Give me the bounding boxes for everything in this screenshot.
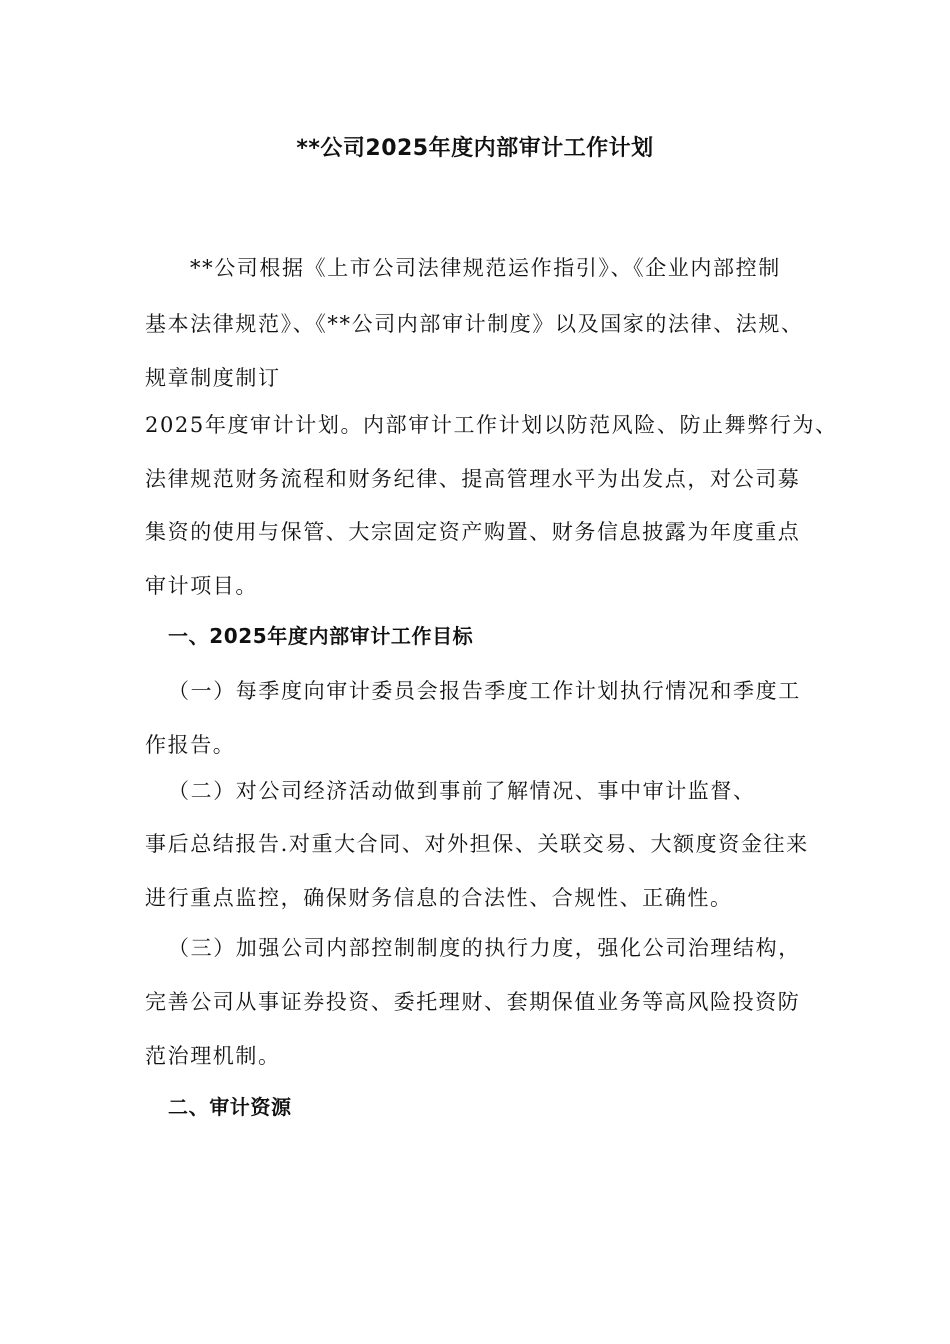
section-1-item-3-line-3: 范治理机制。 — [145, 1044, 281, 1068]
intro-line-3: 规章制度制订 — [145, 366, 281, 390]
section-1-item-3-line-2: 完善公司从事证券投资、委托理财、套期保值业务等高风险投资防 — [145, 990, 801, 1014]
intro-line-2: 基本法律规范》、《**公司内部审计制度》以及国家的法律、法规、 — [145, 312, 804, 336]
intro-line-7: 审计项目。 — [145, 574, 258, 598]
document-title: **公司2025年度内部审计工作计划 — [296, 136, 654, 161]
section-1-item-2-line-3: 进行重点监控，确保财务信息的合法性、合规性、正确性。 — [145, 886, 733, 910]
intro-line-1: **公司根据《上市公司法律规范运作指引》、《企业内部控制 — [190, 256, 781, 280]
intro-line-6: 集资的使用与保管、大宗固定资产购置、财务信息披露为年度重点 — [145, 520, 801, 544]
intro-line-4: 2025年度审计计划。内部审计工作计划以防范风险、防止舞弊行为、 — [145, 413, 838, 437]
section-2-heading: 二、审计资源 — [168, 1095, 292, 1119]
section-1-item-2-line-1: （二）对公司经济活动做到事前了解情况、事中审计监督、 — [168, 779, 756, 803]
section-1-heading: 一、2025年度内部审计工作目标 — [168, 624, 474, 648]
section-1-item-1-line-1: （一）每季度向审计委员会报告季度工作计划执行情况和季度工 — [168, 679, 801, 703]
section-1-item-2-line-2: 事后总结报告.对重大合同、对外担保、关联交易、大额度资金往来 — [145, 832, 809, 856]
section-1-item-1-line-2: 作报告。 — [145, 733, 236, 757]
intro-line-5: 法律规范财务流程和财务纪律、提高管理水平为出发点，对公司募 — [145, 467, 801, 491]
section-1-item-3-line-1: （三）加强公司内部控制制度的执行力度，强化公司治理结构， — [168, 936, 801, 960]
